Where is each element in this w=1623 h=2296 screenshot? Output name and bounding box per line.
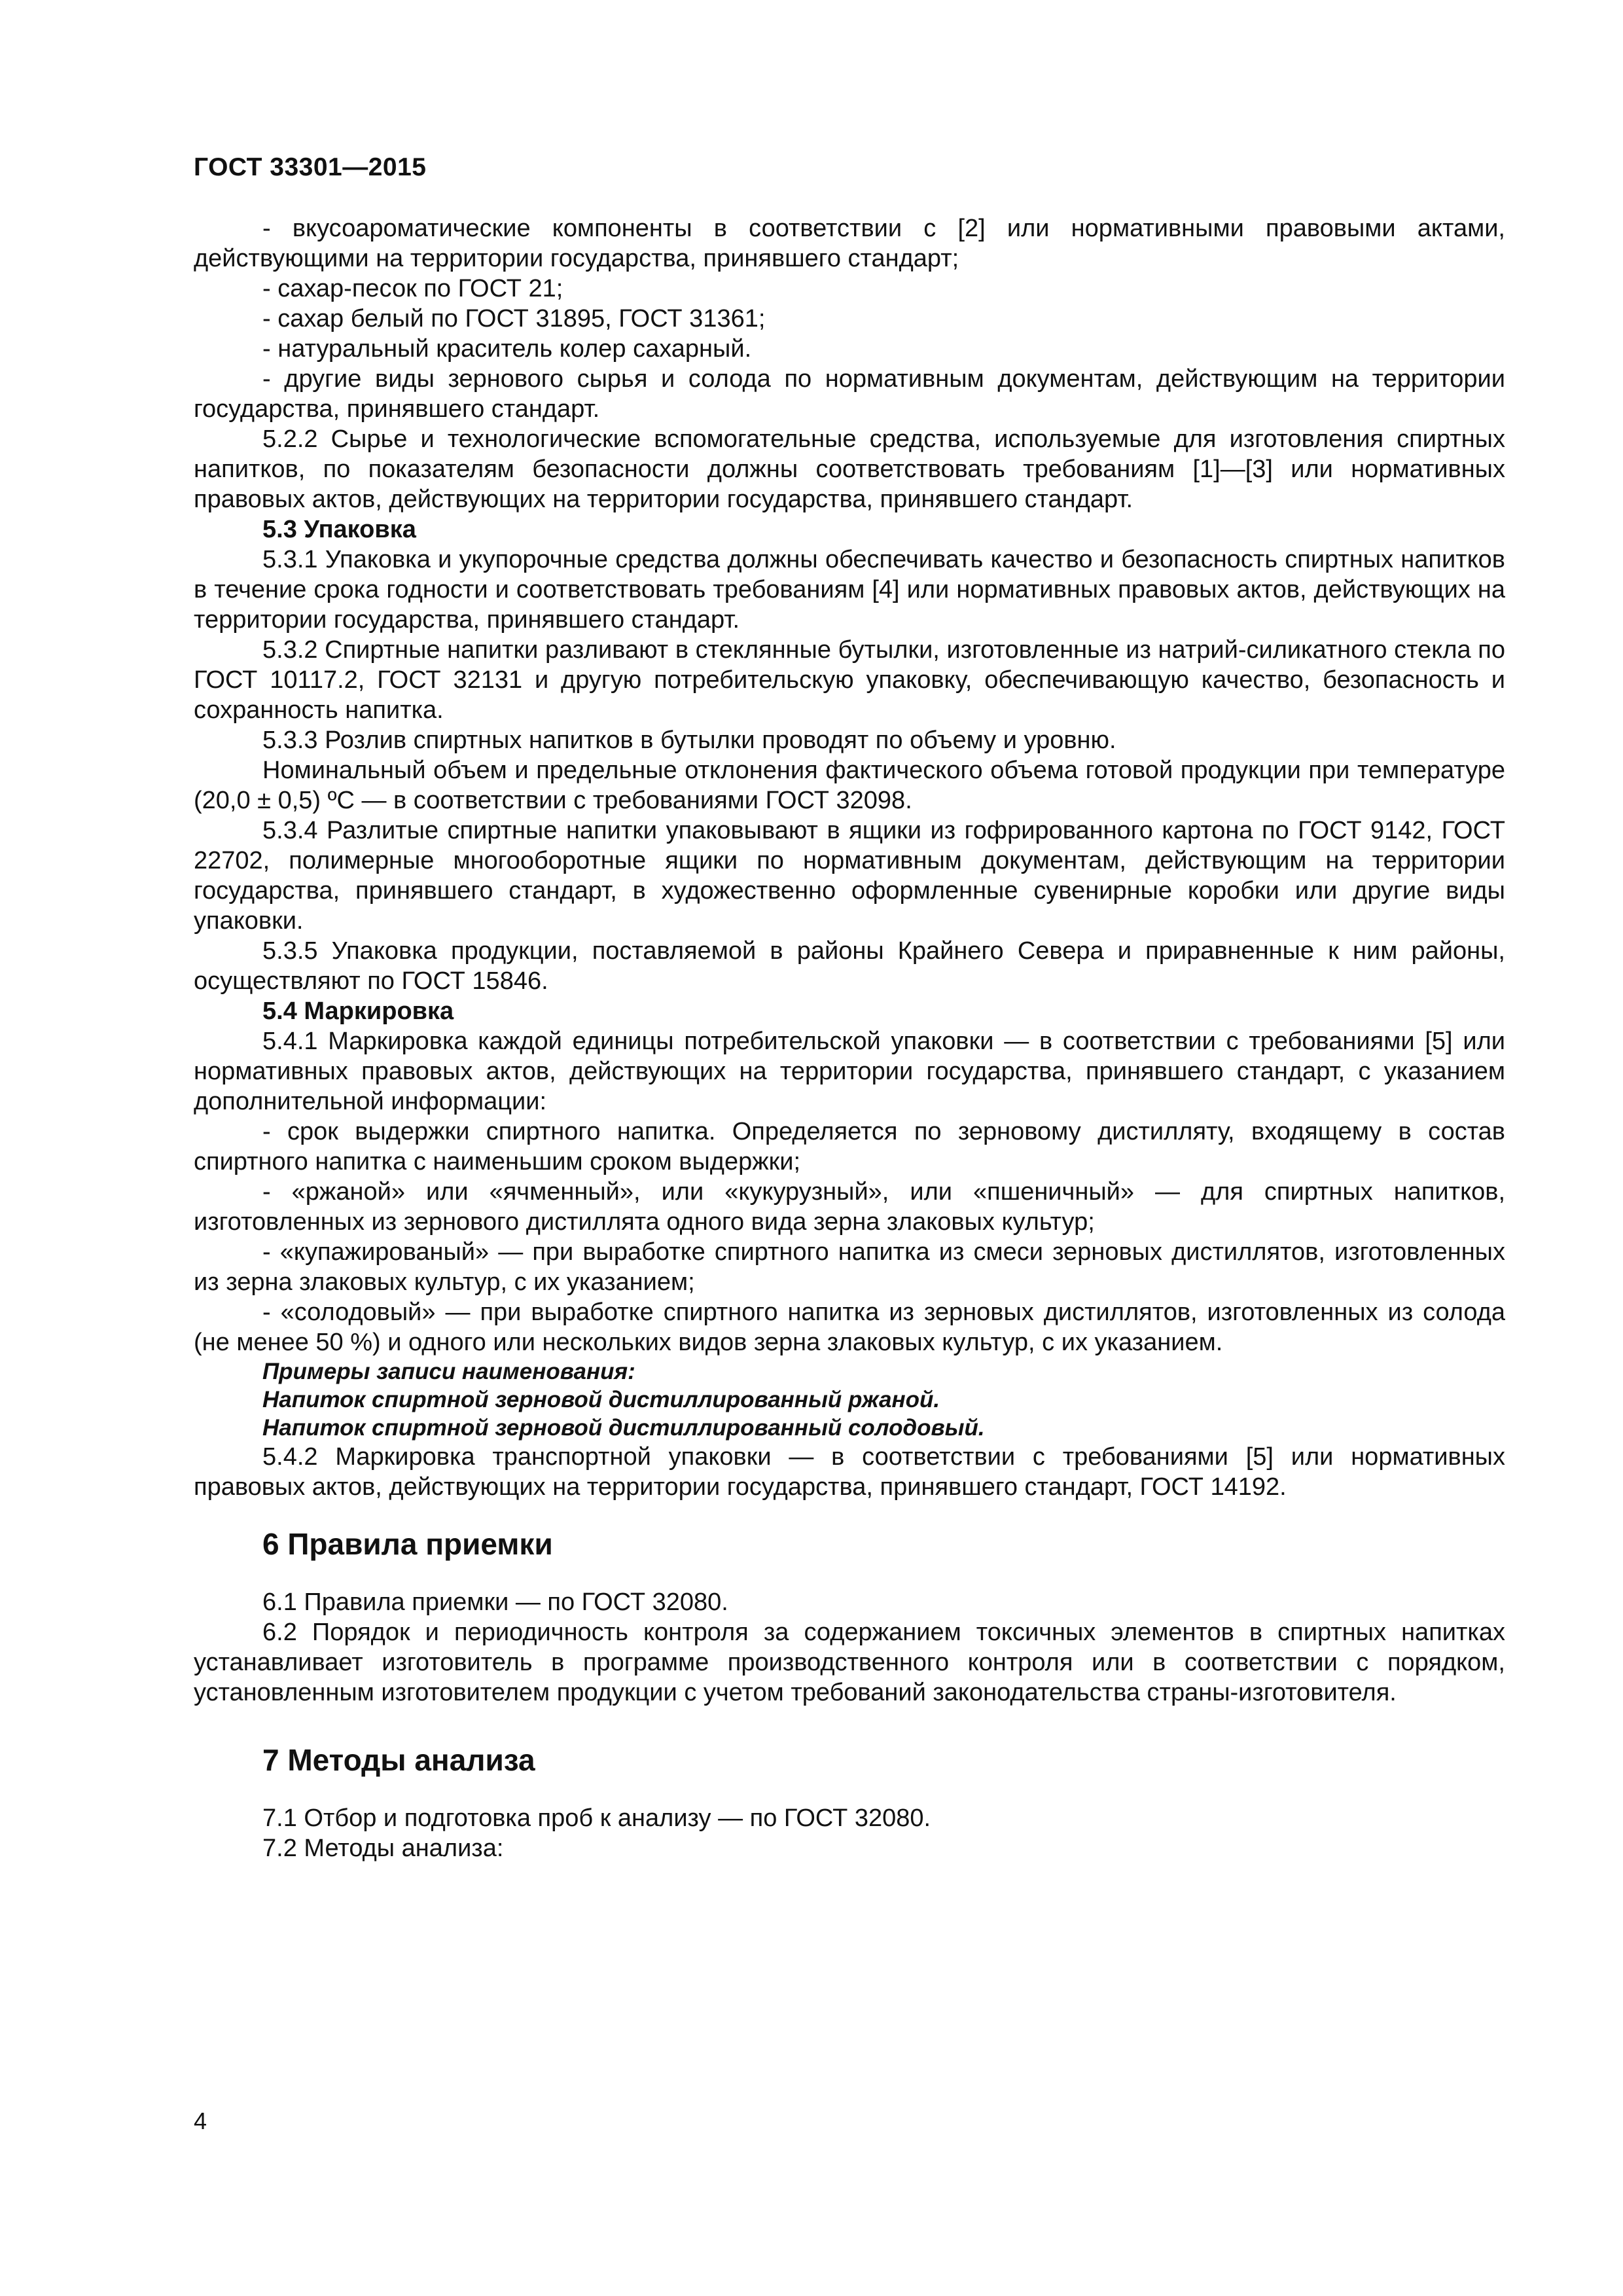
paragraph: - вкусоароматические компоненты в соответствии с [2] или нормативными правовыми актами, действующими на территории государства, принявшего стандарт;: [194, 215, 1505, 272]
document-body: [194, 213, 1505, 1863]
section-6-heading: 6 Правила приемки: [262, 1527, 553, 1561]
paragraph: - сахар-песок по ГОСТ 21;: [262, 275, 563, 302]
paragraph: 6.1 Правила приемки — по ГОСТ 32080.: [262, 1588, 728, 1616]
paragraph: - натуральный краситель колер сахарный.: [262, 335, 752, 363]
example-line: Напиток спиртной зерновой дистиллированный ржаной.: [262, 1387, 940, 1412]
paragraph: Номинальный объем и предельные отклонения фактического объема готовой продукции при температуре (20,0 ± 0,5) ºС — в соответствии с требованиями ГОСТ 32098.: [194, 757, 1505, 814]
section-5-text: [194, 213, 1505, 1502]
subsection-heading: 5.4 Маркировка: [262, 997, 454, 1025]
paragraph: 6.2 Порядок и периодичность контроля за содержанием токсичных элементов в спиртных напитках устанавливает изготовитель в программе производственного контроля или в соответствии с порядком, установленным изготовителем продукции с учетом требований законодательства страны-изготовителя.: [194, 1619, 1505, 1706]
paragraph: 5.3.5 Упаковка продукции, поставляемой в районы Крайнего Севера и приравненные к ним районы, осуществляют по ГОСТ 15846.: [194, 937, 1505, 995]
section-7-heading: 7 Методы анализа: [262, 1743, 535, 1777]
paragraph: 5.3.1 Упаковка и укупорочные средства должны обеспечивать качество и безопасность спиртных напитков в течение срока годности и соответствовать требованиям [4] или нормативных правовых актов, действующих на территории государства, принявшего стандарт.: [194, 546, 1505, 634]
paragraph: 5.4.1 Маркировка каждой единицы потребительской упаковки — в соответствии с требованиями [5] или нормативных правовых актов, действующих на территории государства, принявшего стандарт, с указанием дополнительной информации:: [194, 1028, 1505, 1115]
paragraph: 5.2.2 Сырье и технологические вспомогательные средства, используемые для изготовления спиртных напитков, по показателям безопасности должны соответствовать требованиям [1]—[3] или нормативных правовых актов, действующих на территории государства, принявшего стандарт.: [194, 425, 1505, 513]
document-header: ГОСТ 33301—2015: [194, 153, 427, 181]
paragraph: 5.4.2 Маркировка транспортной упаковки — в соответствии с требованиями [5] или нормативных правовых актов, действующих на территории государства, принявшего стандарт, ГОСТ 14192.: [194, 1443, 1505, 1501]
paragraph: 7.1 Отбор и подготовка проб к анализу — по ГОСТ 32080.: [262, 1804, 931, 1832]
paragraph: 5.3.2 Спиртные напитки разливают в стеклянные бутылки, изготовленные из натрий-силикатного стекла по ГОСТ 10117.2, ГОСТ 32131 и другую потребительскую упаковку, обеспечивающую качество, безопасность и сохранность напитка.: [194, 636, 1505, 724]
paragraph: 7.2 Методы анализа:: [262, 1835, 504, 1862]
paragraph: - сахар белый по ГОСТ 31895, ГОСТ 31361;: [262, 305, 766, 332]
paragraph: - «солодовый» — при выработке спиртного напитка из зерновых дистиллятов, изготовленных из солода (не менее 50 %) и одного или нескольких видов зерна злаковых культур, с их указанием.: [194, 1299, 1505, 1356]
paragraph: 5.3.3 Розлив спиртных напитков в бутылки проводят по объему и уровню.: [262, 726, 1116, 754]
paragraph: - «купажированый» — при выработке спиртного напитка из смеси зерновых дистиллятов, изготовленных из зерна злаковых культур, с их указанием;: [194, 1238, 1505, 1296]
paragraph: 5.3.4 Разлитые спиртные напитки упаковывают в ящики из гофрированного картона по ГОСТ 9142, ГОСТ 22702, полимерные многооборотные ящики по нормативным документам, действующим на территории государства, принявшего стандарт, в художественно оформленные сувенирные коробки или другие виды упаковки.: [194, 817, 1505, 935]
paragraph: - другие виды зернового сырья и солода по нормативным документам, действующим на территории государства, принявшего стандарт.: [194, 365, 1505, 423]
paragraph: - срок выдержки спиртного напитка. Определяется по зерновому дистилляту, входящему в состав спиртного напитка с наименьшим сроком выдержки;: [194, 1118, 1505, 1175]
paragraph: - «ржаной» или «ячменный», или «кукурузный», или «пшеничный» — для спиртных напитков, изготовленных из зернового дистиллята одного вида зерна злаковых культур;: [194, 1178, 1505, 1236]
example-line: Напиток спиртной зерновой дистиллированный солодовый.: [262, 1415, 985, 1441]
subsection-heading: 5.3 Упаковка: [262, 516, 416, 543]
example-line: Примеры записи наименования:: [262, 1359, 635, 1384]
page-number: 4: [194, 2108, 207, 2134]
